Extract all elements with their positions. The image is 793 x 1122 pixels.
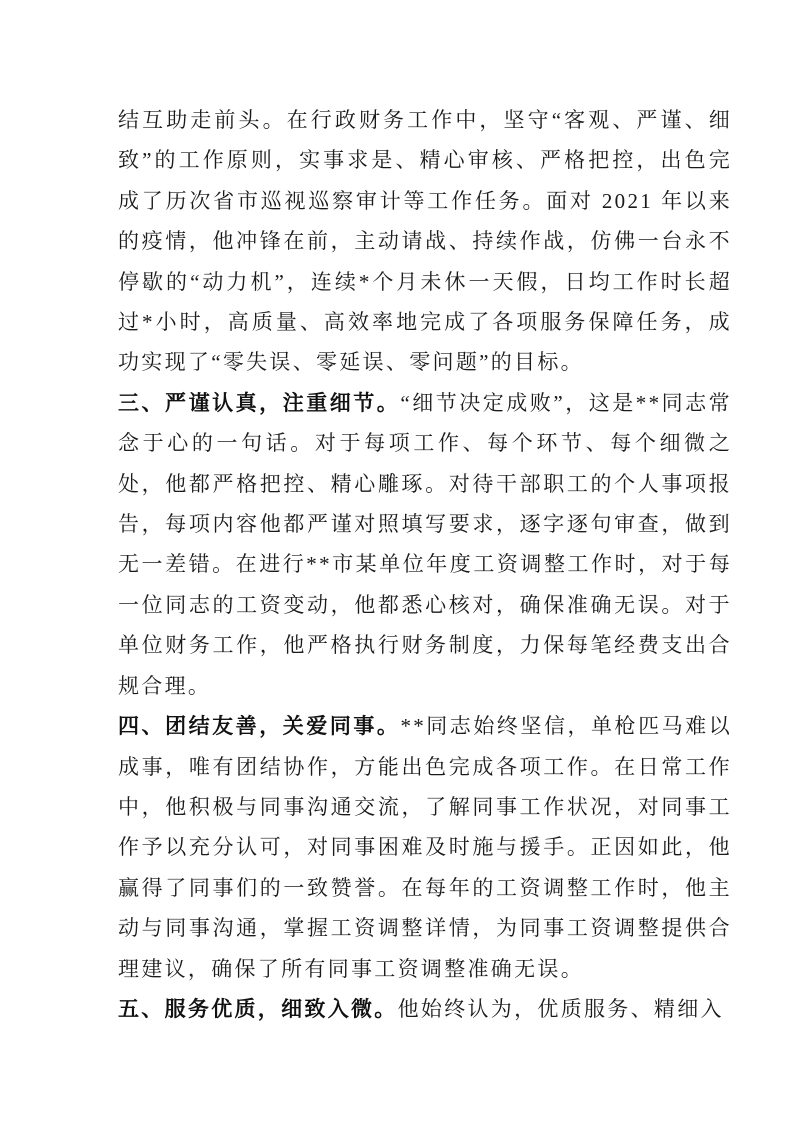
document-body <box>118 100 732 1029</box>
paragraph-2-heading: 三、严谨认真，注重细节。 <box>118 390 401 415</box>
paragraph-3-text: **同志始终坚信，单枪匹马难以成事，唯有团结协作，方能出色完成各项工作。在日常工作中，他积极与同事沟通交流，了解同事工作状况，对同事工作予以充分认可，对同事困难及时施与援手。正因如此，他赢得了同事们的一致赞誉。在每年的工资调整工作时，他主动与同事沟通，掌握工资调整详情，为同事工资调整提供合理建议，确保了所有同事工资调整准确无误。 <box>118 714 732 981</box>
paragraph-2 <box>118 383 732 706</box>
paragraph-3 <box>118 706 732 989</box>
paragraph-1-text: 结互助走前头。在行政财务工作中，坚守“客观、严谨、细致”的工作原则，实事求是、精心审核、严格把控，出色完成了历次省市巡视巡察审计等工作任务。面对 2021 年以来的疫情，他冲锋在前，主动请战、持续作战，仿佛一台永不停歇的“动力机”，连续*个月未休一天假，日均工作时长超过*小时，高质量、高效率地完成了各项服务保障任务，成功实现了“零失误、零延误、零问题”的目标。 <box>118 108 732 375</box>
paragraph-4-heading: 五、服务优质，细致入微。 <box>118 996 398 1021</box>
paragraph-1 <box>118 100 732 383</box>
paragraph-4 <box>118 989 732 1029</box>
paragraph-2-text: “细节决定成败”，这是**同志常念于心的一句话。对于每项工作、每个环节、每个细微之处，他都严格把控、精心雕琢。对待干部职工的个人事项报告，每项内容他都严谨对照填写要求，逐字逐句审查，做到无一差错。在进行**市某单位年度工资调整工作时，对于每一位同志的工资变动，他都悉心核对，确保准确无误。对于单位财务工作，他严格执行财务制度，力保每笔经费支出合规合理。 <box>118 390 732 698</box>
paragraph-4-text: 他始终认为，优质服务、精细入 <box>397 996 724 1021</box>
paragraph-3-heading: 四、团结友善，关爱同事。 <box>118 714 401 739</box>
